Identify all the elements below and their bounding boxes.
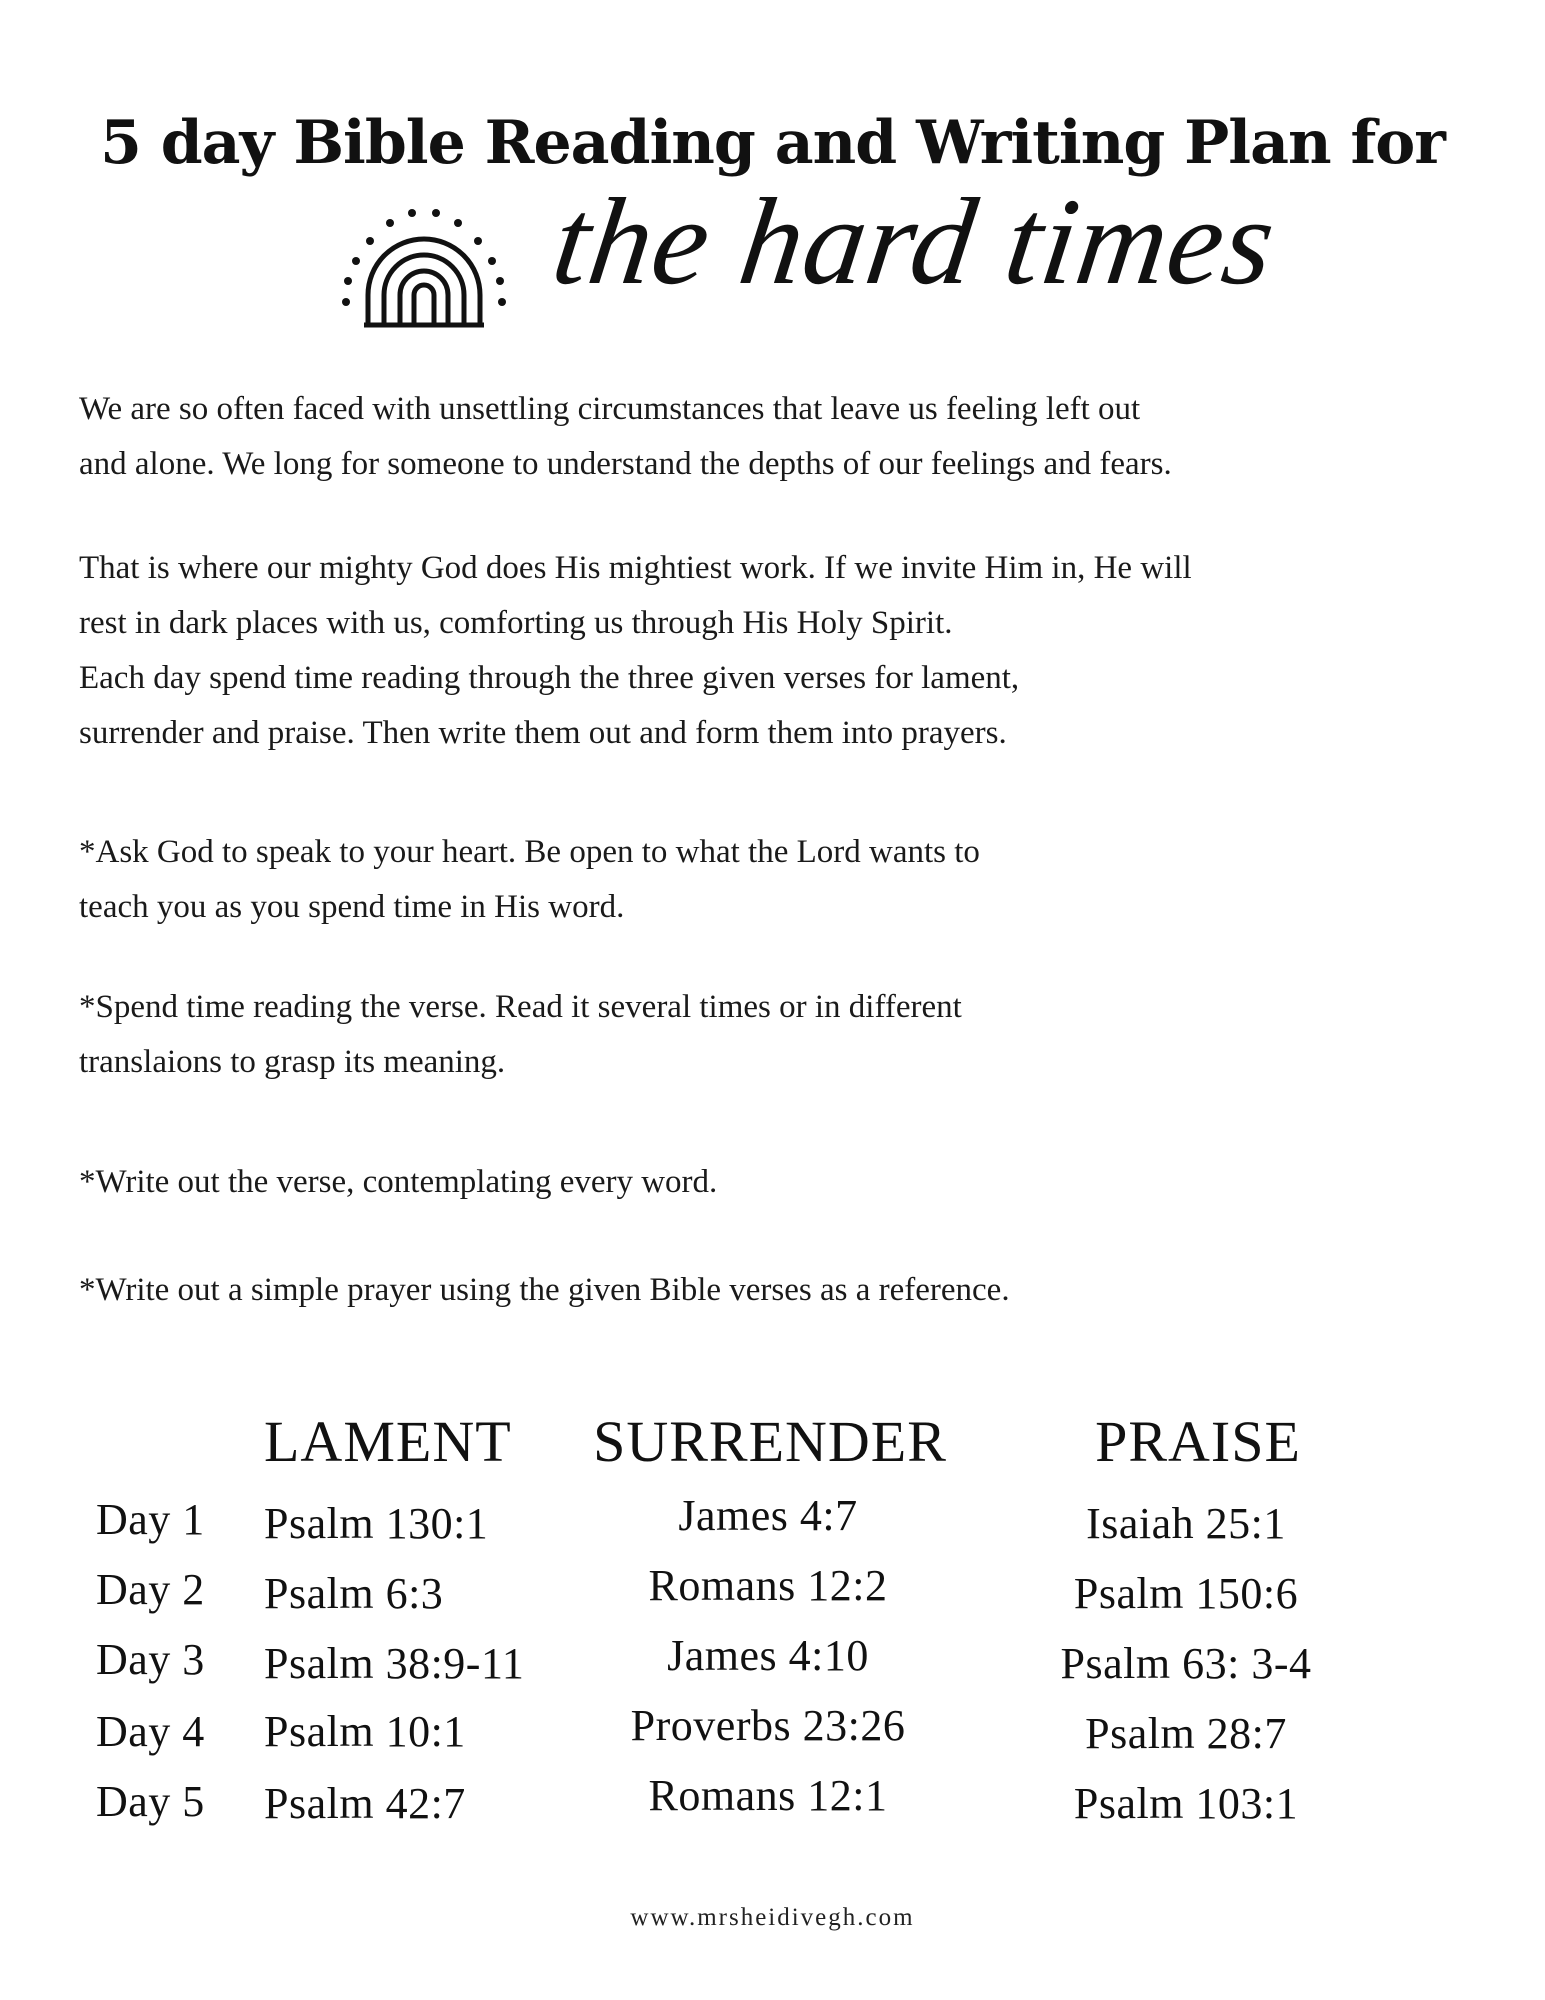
step-4 [79, 1263, 1010, 1318]
rainbow-icon [338, 195, 510, 335]
intro-paragraph-2 [79, 541, 1192, 761]
step-line: *Spend time reading the verse. Read it several times or in different [79, 989, 962, 1025]
praise-verse: Psalm 63: 3-4 [1060, 1639, 1312, 1688]
step-2 [79, 980, 962, 1090]
lament-verse: Psalm 10:1 [264, 1707, 466, 1756]
praise-verse: Psalm 28:7 [1085, 1709, 1287, 1758]
surrender-verse: Romans 12:2 [648, 1561, 888, 1610]
intro-line: surrender and praise. Then write them out and form them into prayers. [79, 715, 1007, 751]
page-subtitle: the hard times [545, 173, 1284, 310]
day-label: Day 5 [96, 1777, 205, 1826]
intro-paragraph-1 [79, 382, 1172, 492]
day-label: Day 3 [96, 1635, 205, 1684]
header-praise: PRAISE [1095, 1409, 1301, 1474]
praise-verse: Isaiah 25:1 [1086, 1499, 1286, 1548]
surrender-verse: James 4:7 [678, 1491, 858, 1540]
header-lament: LAMENT [264, 1409, 512, 1474]
page-title: 5 day Bible Reading and Writing Plan for [100, 108, 1445, 178]
step-3 [79, 1155, 717, 1210]
header-surrender: SURRENDER [593, 1409, 947, 1474]
intro-line: and alone. We long for someone to understand the depths of our feelings and fears. [79, 446, 1172, 482]
step-line: *Ask God to speak to your heart. Be open to what the Lord wants to [79, 834, 980, 870]
intro-line: rest in dark places with us, comforting us through His Holy Spirit. [79, 605, 953, 641]
praise-verse: Psalm 150:6 [1073, 1569, 1299, 1618]
lament-verse: Psalm 130:1 [264, 1499, 489, 1548]
step-line: *Write out the verse, contemplating every word. [79, 1164, 718, 1200]
footer-url: www.mrsheidivegh.com [630, 1904, 915, 1931]
step-1 [79, 825, 980, 935]
lament-verse: Psalm 6:3 [264, 1569, 444, 1618]
intro-line: Each day spend time reading through the three given verses for lament, [79, 660, 1020, 696]
surrender-verse: Romans 12:1 [648, 1771, 888, 1820]
surrender-verse: James 4:10 [667, 1631, 869, 1680]
intro-line: That is where our mighty God does His mightiest work. If we invite Him in, He will [79, 550, 1192, 586]
praise-verse: Psalm 103:1 [1073, 1779, 1299, 1828]
lament-verse: Psalm 38:9-11 [264, 1639, 525, 1688]
step-line: *Write out a simple prayer using the given Bible verses as a reference. [79, 1272, 1010, 1308]
surrender-verse: Proverbs 23:26 [630, 1701, 906, 1750]
lament-verse: Psalm 42:7 [264, 1779, 466, 1828]
day-label: Day 2 [96, 1565, 205, 1614]
step-line: translaions to grasp its meaning. [79, 1044, 506, 1080]
intro-line: We are so often faced with unsettling circumstances that leave us feeling left out [79, 391, 1141, 427]
day-label: Day 1 [96, 1495, 205, 1544]
step-line: teach you as you spend time in His word. [79, 889, 625, 925]
day-label: Day 4 [96, 1707, 205, 1756]
